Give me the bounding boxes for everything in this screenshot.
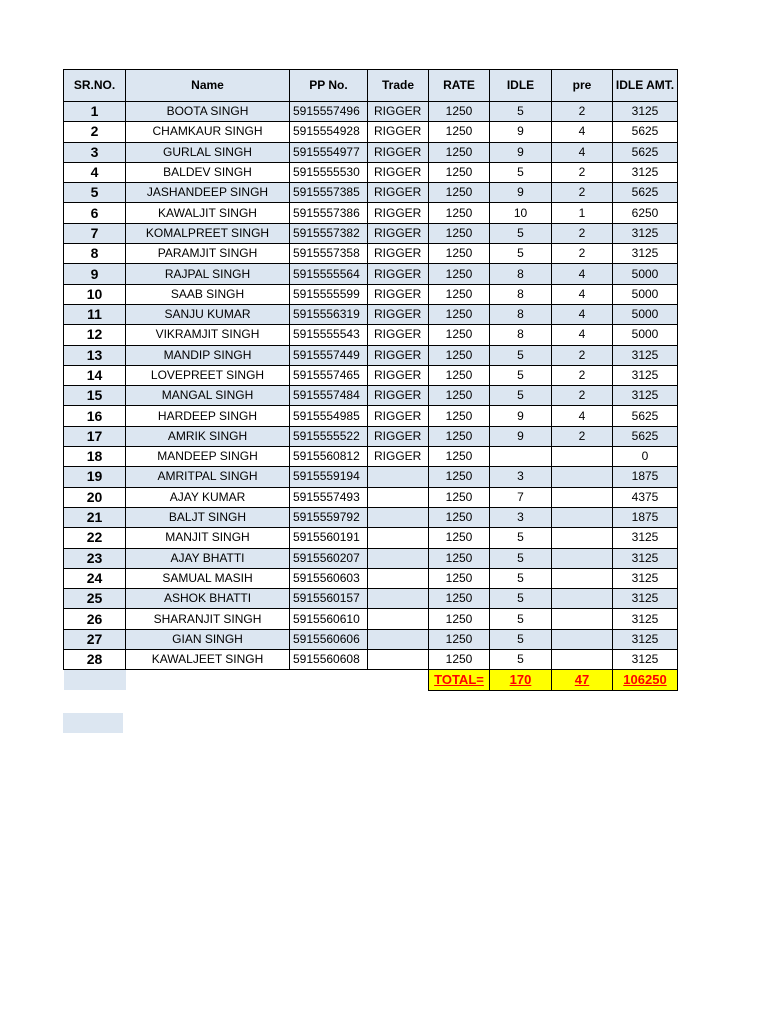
sr-cell: 28 — [64, 650, 126, 670]
sr-cell: 27 — [64, 629, 126, 649]
trade-cell: RIGGER — [368, 162, 429, 182]
idle-amount-cell: 3125 — [613, 345, 678, 365]
col-header-idle: IDLE — [490, 70, 552, 102]
rate-cell: 1250 — [429, 548, 490, 568]
idle-cell: 5 — [490, 548, 552, 568]
name-cell: JASHANDEEP SINGH — [126, 183, 290, 203]
table-row — [64, 629, 678, 649]
rate-cell: 1250 — [429, 304, 490, 324]
pre-cell: 2 — [552, 162, 613, 182]
idle-amount-cell: 5625 — [613, 406, 678, 426]
pre-cell — [552, 568, 613, 588]
pp-cell: 5915557493 — [290, 487, 368, 507]
trade-cell: RIGGER — [368, 304, 429, 324]
col-header-rate: RATE — [429, 70, 490, 102]
col-header-amt: IDLE AMT. — [613, 70, 678, 102]
sr-cell: 4 — [64, 162, 126, 182]
idle-amount-cell: 3125 — [613, 629, 678, 649]
name-cell: LOVEPREET SINGH — [126, 365, 290, 385]
sr-cell: 18 — [64, 447, 126, 467]
idle-cell: 8 — [490, 325, 552, 345]
rate-cell: 1250 — [429, 629, 490, 649]
rate-cell: 1250 — [429, 650, 490, 670]
rate-cell: 1250 — [429, 406, 490, 426]
trade-cell — [368, 589, 429, 609]
pp-cell: 5915557496 — [290, 102, 368, 122]
highlighted-empty-cell — [63, 713, 123, 733]
name-cell: BALJT SINGH — [126, 507, 290, 527]
table-row — [64, 122, 678, 142]
pp-cell: 5915559194 — [290, 467, 368, 487]
header-row — [64, 70, 678, 102]
trade-cell: RIGGER — [368, 264, 429, 284]
trade-cell — [368, 528, 429, 548]
table-row — [64, 386, 678, 406]
pp-cell: 5915560207 — [290, 548, 368, 568]
trade-cell: RIGGER — [368, 244, 429, 264]
table-row — [64, 304, 678, 324]
pp-cell: 5915560603 — [290, 568, 368, 588]
table-row — [64, 325, 678, 345]
blank-cell — [126, 670, 290, 690]
table-row — [64, 650, 678, 670]
rate-cell: 1250 — [429, 102, 490, 122]
trade-cell — [368, 507, 429, 527]
table-row — [64, 487, 678, 507]
pp-cell: 5915560610 — [290, 609, 368, 629]
name-cell: MANDEEP SINGH — [126, 447, 290, 467]
idle-amount-sheet — [63, 69, 678, 691]
pp-cell: 5915557449 — [290, 345, 368, 365]
total-amount: 106250 — [613, 670, 678, 690]
idle-cell: 5 — [490, 345, 552, 365]
pre-cell: 2 — [552, 426, 613, 446]
pre-cell: 4 — [552, 406, 613, 426]
sr-cell: 23 — [64, 548, 126, 568]
name-cell: VIKRAMJIT SINGH — [126, 325, 290, 345]
idle-amount-cell: 1875 — [613, 467, 678, 487]
pp-cell: 5915557385 — [290, 183, 368, 203]
idle-cell: 3 — [490, 467, 552, 487]
name-cell: KOMALPREET SINGH — [126, 223, 290, 243]
workers-table — [63, 69, 678, 691]
sr-cell: 13 — [64, 345, 126, 365]
sr-cell: 2 — [64, 122, 126, 142]
table-row — [64, 447, 678, 467]
idle-amount-cell: 3125 — [613, 365, 678, 385]
pp-cell: 5915555543 — [290, 325, 368, 345]
pp-cell: 5915560157 — [290, 589, 368, 609]
idle-amount-cell: 0 — [613, 447, 678, 467]
idle-cell: 3 — [490, 507, 552, 527]
rate-cell: 1250 — [429, 284, 490, 304]
pre-cell — [552, 507, 613, 527]
pre-cell: 2 — [552, 345, 613, 365]
rate-cell: 1250 — [429, 325, 490, 345]
sr-cell: 10 — [64, 284, 126, 304]
rate-cell: 1250 — [429, 467, 490, 487]
name-cell: KAWALJIT SINGH — [126, 203, 290, 223]
sr-cell: 25 — [64, 589, 126, 609]
idle-cell: 5 — [490, 650, 552, 670]
idle-amount-cell: 1875 — [613, 507, 678, 527]
pp-cell: 5915557382 — [290, 223, 368, 243]
pre-cell — [552, 589, 613, 609]
trade-cell: RIGGER — [368, 284, 429, 304]
pre-cell: 4 — [552, 142, 613, 162]
name-cell: SHARANJIT SINGH — [126, 609, 290, 629]
name-cell: GURLAL SINGH — [126, 142, 290, 162]
trade-cell: RIGGER — [368, 365, 429, 385]
pp-cell: 5915557386 — [290, 203, 368, 223]
rate-cell: 1250 — [429, 447, 490, 467]
rate-cell: 1250 — [429, 122, 490, 142]
idle-amount-cell: 3125 — [613, 568, 678, 588]
idle-cell: 8 — [490, 304, 552, 324]
trade-cell: RIGGER — [368, 447, 429, 467]
trade-cell: RIGGER — [368, 345, 429, 365]
pp-cell: 5915557484 — [290, 386, 368, 406]
sr-cell: 12 — [64, 325, 126, 345]
idle-amount-cell: 3125 — [613, 102, 678, 122]
pre-cell: 4 — [552, 325, 613, 345]
idle-amount-cell: 5625 — [613, 426, 678, 446]
pre-cell — [552, 548, 613, 568]
pre-cell: 2 — [552, 365, 613, 385]
idle-cell: 5 — [490, 386, 552, 406]
pp-cell: 5915560191 — [290, 528, 368, 548]
col-header-name: Name — [126, 70, 290, 102]
table-row — [64, 183, 678, 203]
idle-amount-cell: 3125 — [613, 528, 678, 548]
idle-cell: 5 — [490, 609, 552, 629]
pp-cell: 5915559792 — [290, 507, 368, 527]
pp-cell: 5915555599 — [290, 284, 368, 304]
name-cell: RAJPAL SINGH — [126, 264, 290, 284]
total-idle: 170 — [490, 670, 552, 690]
sr-cell: 6 — [64, 203, 126, 223]
pre-cell: 4 — [552, 122, 613, 142]
table-row — [64, 426, 678, 446]
total-label: TOTAL= — [429, 670, 490, 690]
pre-cell: 2 — [552, 183, 613, 203]
rate-cell: 1250 — [429, 426, 490, 446]
name-cell: SANJU KUMAR — [126, 304, 290, 324]
idle-amount-cell: 5625 — [613, 122, 678, 142]
idle-cell: 5 — [490, 223, 552, 243]
col-header-trade: Trade — [368, 70, 429, 102]
total-pre: 47 — [552, 670, 613, 690]
pp-cell: 5915560606 — [290, 629, 368, 649]
rate-cell: 1250 — [429, 609, 490, 629]
trade-cell: RIGGER — [368, 325, 429, 345]
idle-cell: 7 — [490, 487, 552, 507]
trade-cell — [368, 629, 429, 649]
name-cell: AMRITPAL SINGH — [126, 467, 290, 487]
rate-cell: 1250 — [429, 244, 490, 264]
trade-cell: RIGGER — [368, 122, 429, 142]
table-row — [64, 223, 678, 243]
idle-cell: 8 — [490, 284, 552, 304]
trade-cell — [368, 467, 429, 487]
name-cell: HARDEEP SINGH — [126, 406, 290, 426]
trade-cell: RIGGER — [368, 183, 429, 203]
pre-cell: 1 — [552, 203, 613, 223]
trade-cell — [368, 568, 429, 588]
pre-cell — [552, 447, 613, 467]
sr-cell: 15 — [64, 386, 126, 406]
trade-cell — [368, 487, 429, 507]
rate-cell: 1250 — [429, 365, 490, 385]
table-row — [64, 203, 678, 223]
idle-cell: 5 — [490, 162, 552, 182]
pp-cell: 5915555530 — [290, 162, 368, 182]
idle-amount-cell: 4375 — [613, 487, 678, 507]
sr-cell: 20 — [64, 487, 126, 507]
col-header-pp: PP No. — [290, 70, 368, 102]
sr-cell: 26 — [64, 609, 126, 629]
pp-cell: 5915554928 — [290, 122, 368, 142]
pre-cell — [552, 629, 613, 649]
pre-cell — [552, 528, 613, 548]
pre-cell: 2 — [552, 386, 613, 406]
table-row — [64, 142, 678, 162]
pp-cell: 5915557358 — [290, 244, 368, 264]
name-cell: PARAMJIT SINGH — [126, 244, 290, 264]
idle-amount-cell: 5000 — [613, 284, 678, 304]
name-cell: BALDEV SINGH — [126, 162, 290, 182]
rate-cell: 1250 — [429, 386, 490, 406]
table-row — [64, 406, 678, 426]
table-row — [64, 548, 678, 568]
trade-cell — [368, 609, 429, 629]
name-cell: ASHOK BHATTI — [126, 589, 290, 609]
table-row — [64, 244, 678, 264]
idle-cell: 9 — [490, 426, 552, 446]
table-row — [64, 284, 678, 304]
idle-amount-cell: 3125 — [613, 223, 678, 243]
trade-cell: RIGGER — [368, 406, 429, 426]
idle-amount-cell: 3125 — [613, 244, 678, 264]
idle-cell: 5 — [490, 102, 552, 122]
col-header-sr: SR.NO. — [64, 70, 126, 102]
trade-cell: RIGGER — [368, 386, 429, 406]
trade-cell: RIGGER — [368, 102, 429, 122]
trade-cell — [368, 650, 429, 670]
name-cell: SAMUAL MASIH — [126, 568, 290, 588]
name-cell: AJAY BHATTI — [126, 548, 290, 568]
name-cell: GIAN SINGH — [126, 629, 290, 649]
table-row — [64, 467, 678, 487]
idle-cell: 9 — [490, 142, 552, 162]
sr-cell: 7 — [64, 223, 126, 243]
pp-cell: 5915555522 — [290, 426, 368, 446]
rate-cell: 1250 — [429, 183, 490, 203]
rate-cell: 1250 — [429, 568, 490, 588]
rate-cell: 1250 — [429, 507, 490, 527]
sr-cell: 5 — [64, 183, 126, 203]
pp-cell: 5915560812 — [290, 447, 368, 467]
sr-cell: 8 — [64, 244, 126, 264]
pre-cell: 2 — [552, 223, 613, 243]
name-cell: SAAB SINGH — [126, 284, 290, 304]
rate-cell: 1250 — [429, 162, 490, 182]
table-row — [64, 365, 678, 385]
pre-cell: 4 — [552, 304, 613, 324]
pp-cell: 5915556319 — [290, 304, 368, 324]
pre-cell — [552, 650, 613, 670]
idle-amount-cell: 5625 — [613, 142, 678, 162]
pp-cell: 5915555564 — [290, 264, 368, 284]
pre-cell — [552, 609, 613, 629]
trade-cell — [368, 548, 429, 568]
idle-cell: 5 — [490, 244, 552, 264]
sr-cell: 22 — [64, 528, 126, 548]
pp-cell: 5915554985 — [290, 406, 368, 426]
sr-cell: 14 — [64, 365, 126, 385]
table-row — [64, 589, 678, 609]
table-row — [64, 609, 678, 629]
trade-cell: RIGGER — [368, 203, 429, 223]
idle-cell: 9 — [490, 122, 552, 142]
pre-cell: 4 — [552, 264, 613, 284]
rate-cell: 1250 — [429, 589, 490, 609]
idle-cell: 5 — [490, 528, 552, 548]
pp-cell: 5915557465 — [290, 365, 368, 385]
blank-cell — [368, 670, 429, 690]
pre-cell: 2 — [552, 244, 613, 264]
sr-cell: 11 — [64, 304, 126, 324]
rate-cell: 1250 — [429, 203, 490, 223]
rate-cell: 1250 — [429, 345, 490, 365]
idle-cell: 5 — [490, 365, 552, 385]
idle-amount-cell: 3125 — [613, 162, 678, 182]
pre-cell: 4 — [552, 284, 613, 304]
sr-cell: 1 — [64, 102, 126, 122]
idle-amount-cell: 3125 — [613, 386, 678, 406]
rate-cell: 1250 — [429, 264, 490, 284]
trade-cell: RIGGER — [368, 426, 429, 446]
rate-cell: 1250 — [429, 142, 490, 162]
idle-amount-cell: 3125 — [613, 589, 678, 609]
idle-amount-cell: 3125 — [613, 650, 678, 670]
idle-cell: 10 — [490, 203, 552, 223]
sr-cell: 19 — [64, 467, 126, 487]
idle-amount-cell: 5000 — [613, 304, 678, 324]
name-cell: MANDIP SINGH — [126, 345, 290, 365]
trade-cell: RIGGER — [368, 223, 429, 243]
blank-cell — [290, 670, 368, 690]
idle-cell: 5 — [490, 568, 552, 588]
rate-cell: 1250 — [429, 528, 490, 548]
col-header-pre: pre — [552, 70, 613, 102]
idle-cell: 9 — [490, 183, 552, 203]
name-cell: MANGAL SINGH — [126, 386, 290, 406]
table-row — [64, 568, 678, 588]
idle-amount-cell: 5625 — [613, 183, 678, 203]
sr-cell: 17 — [64, 426, 126, 446]
idle-amount-cell: 3125 — [613, 609, 678, 629]
idle-amount-cell: 3125 — [613, 548, 678, 568]
rate-cell: 1250 — [429, 487, 490, 507]
idle-cell — [490, 447, 552, 467]
table-row — [64, 528, 678, 548]
name-cell: AMRIK SINGH — [126, 426, 290, 446]
name-cell: KAWALJEET SINGH — [126, 650, 290, 670]
table-row — [64, 102, 678, 122]
pp-cell: 5915554977 — [290, 142, 368, 162]
rate-cell: 1250 — [429, 223, 490, 243]
table-row — [64, 345, 678, 365]
name-cell: CHAMKAUR SINGH — [126, 122, 290, 142]
sr-cell: 3 — [64, 142, 126, 162]
blank-cell — [64, 670, 126, 690]
trade-cell: RIGGER — [368, 142, 429, 162]
total-row — [64, 670, 678, 690]
pp-cell: 5915560608 — [290, 650, 368, 670]
idle-cell: 8 — [490, 264, 552, 284]
sr-cell: 24 — [64, 568, 126, 588]
name-cell: MANJIT SINGH — [126, 528, 290, 548]
idle-amount-cell: 6250 — [613, 203, 678, 223]
idle-cell: 5 — [490, 589, 552, 609]
pre-cell — [552, 487, 613, 507]
sr-cell: 21 — [64, 507, 126, 527]
name-cell: BOOTA SINGH — [126, 102, 290, 122]
sr-cell: 16 — [64, 406, 126, 426]
table-row — [64, 264, 678, 284]
pre-cell: 2 — [552, 102, 613, 122]
idle-cell: 5 — [490, 629, 552, 649]
idle-amount-cell: 5000 — [613, 325, 678, 345]
idle-cell: 9 — [490, 406, 552, 426]
idle-amount-cell: 5000 — [613, 264, 678, 284]
sr-cell: 9 — [64, 264, 126, 284]
table-row — [64, 162, 678, 182]
name-cell: AJAY KUMAR — [126, 487, 290, 507]
table-row — [64, 507, 678, 527]
pre-cell — [552, 467, 613, 487]
